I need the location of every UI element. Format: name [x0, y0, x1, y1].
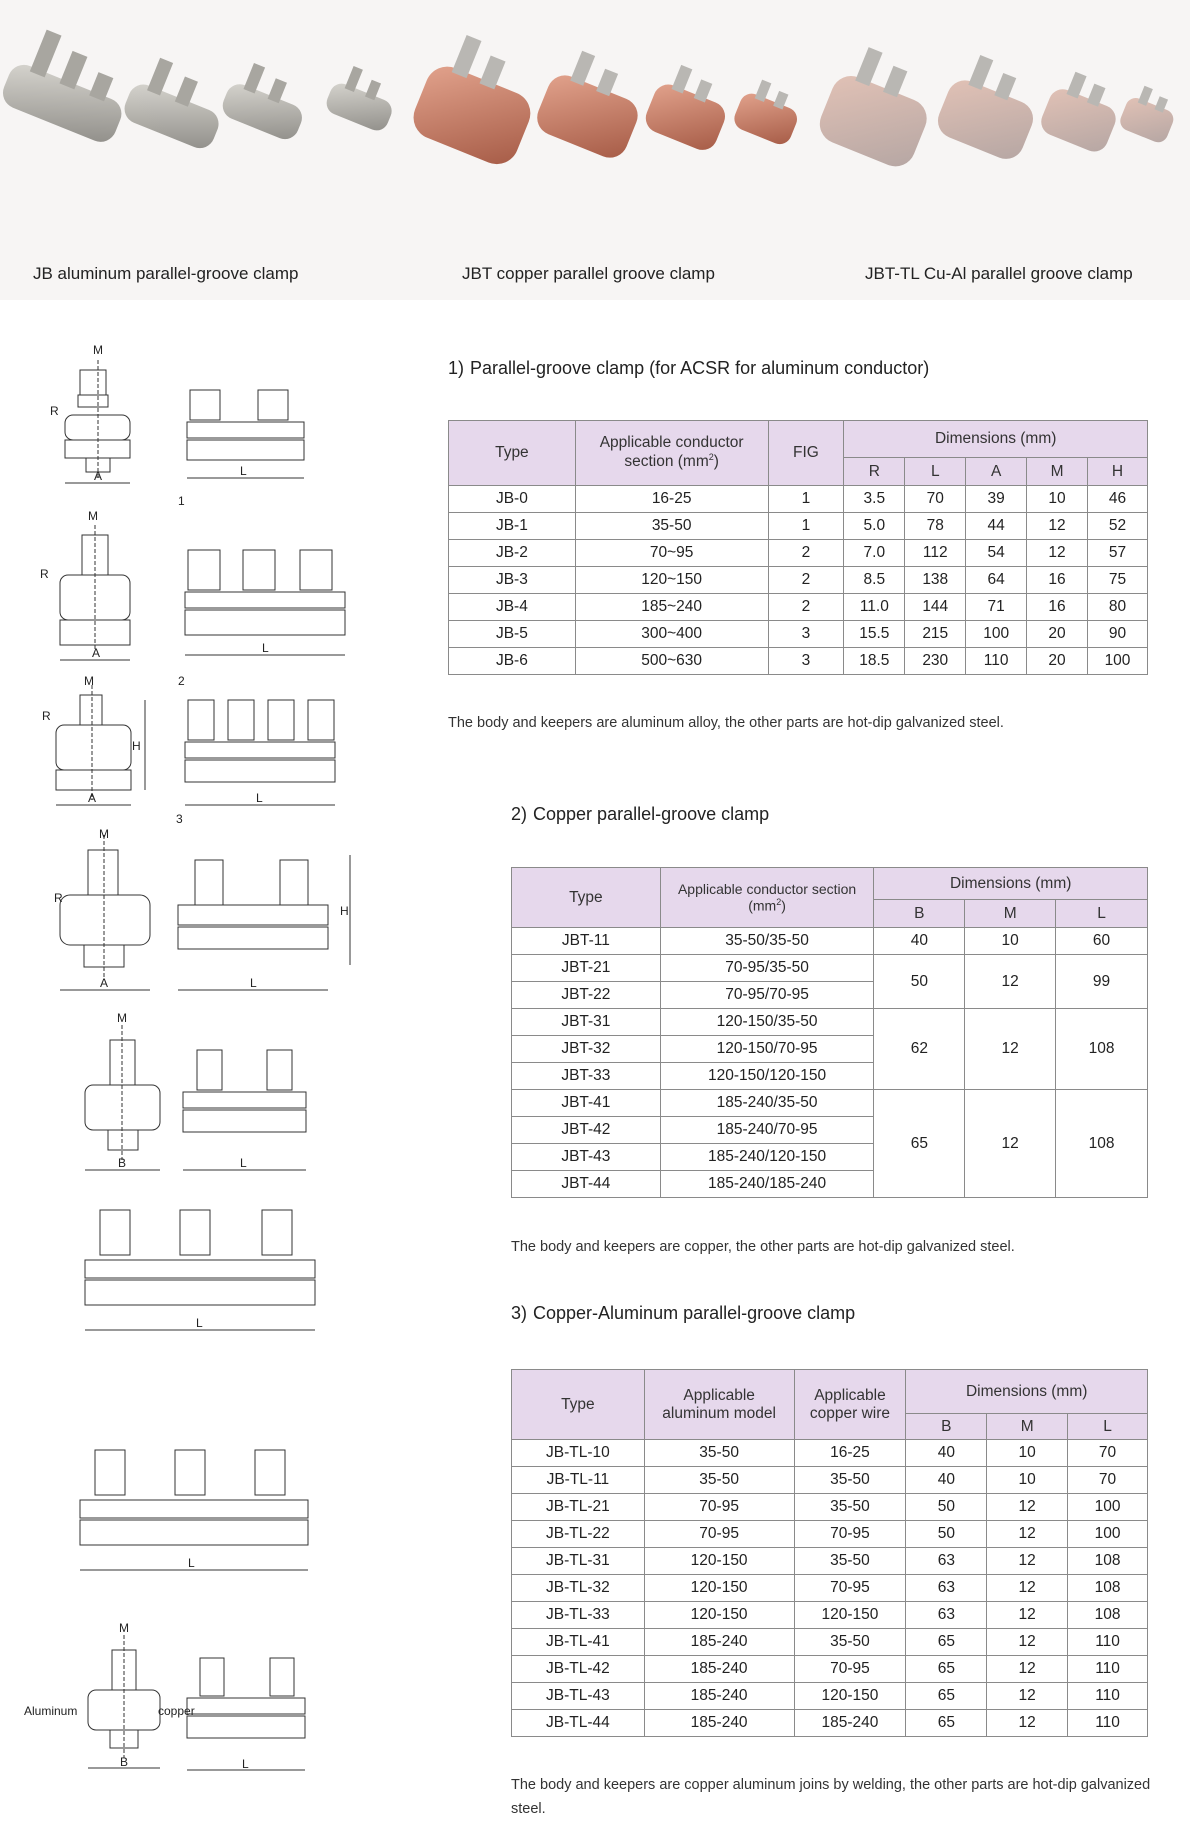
table-cell: 15.5 [844, 621, 905, 648]
fig2-number: 2 [178, 674, 185, 688]
fig3-a-label: A [88, 791, 97, 805]
fig2-drawing [40, 509, 345, 688]
s3-dims-header: Dimensions (mm) [906, 1370, 1148, 1414]
cu-al-clamp-photo [814, 40, 1182, 172]
table-cell: JB-TL-11 [512, 1467, 645, 1494]
table-cell: 12 [987, 1521, 1068, 1548]
table-row [512, 1629, 1148, 1656]
cu-al-b-label: B [120, 1755, 129, 1769]
fig1-r-label: R [50, 404, 59, 418]
table-cell: 185-240 [644, 1710, 794, 1737]
table-cell: 12 [1027, 540, 1088, 567]
table-cell: JB-1 [449, 513, 576, 540]
table-cell: 185-240 [644, 1683, 794, 1710]
s2-type-header: Type [512, 868, 661, 928]
table-cell: 16 [1027, 594, 1088, 621]
s3-col-m: M [987, 1414, 1068, 1440]
fig2-a-label: A [92, 646, 101, 660]
table-cell: 1 [768, 513, 844, 540]
jbt-two-bolt-drawing [54, 827, 350, 990]
table-cell: 185-240/70-95 [660, 1117, 874, 1144]
copper-label: copper [158, 1704, 195, 1718]
table-cell: 20 [1027, 621, 1088, 648]
s3-col-l: L [1068, 1414, 1148, 1440]
table-row [512, 1602, 1148, 1629]
table-cell: 20 [1027, 648, 1088, 675]
dimension-cell: 10 [965, 928, 1056, 955]
table-cell: 16-25 [575, 486, 768, 513]
s1-type-header: Type [449, 421, 576, 486]
jbt-small-drawing [85, 1011, 306, 1170]
table-cell: 39 [966, 486, 1027, 513]
table-cell: 108 [1068, 1548, 1148, 1575]
dimension-cell: 65 [874, 1090, 965, 1198]
table-row [512, 1009, 1148, 1036]
s1-col-h: H [1088, 458, 1148, 486]
table-cell: 120-150 [644, 1548, 794, 1575]
table-cell: 35-50 [794, 1494, 906, 1521]
fig3-number: 3 [176, 812, 183, 826]
product-photos [0, 0, 1190, 300]
caption-aluminum-clamp: JB aluminum parallel-groove clamp [33, 264, 299, 283]
table-cell: 78 [905, 513, 966, 540]
section2-table [511, 867, 1148, 1198]
fig3-l-label: L [256, 791, 263, 805]
section3-number: 3) [511, 1303, 528, 1323]
table-cell: 120-150 [794, 1683, 906, 1710]
fig1-a-label: A [94, 469, 103, 483]
table-cell: JB-TL-32 [512, 1575, 645, 1602]
table-cell: 185-240/120-150 [660, 1144, 874, 1171]
table-cell: 7.0 [844, 540, 905, 567]
table-cell: 70~95 [575, 540, 768, 567]
table-cell: JBT-22 [512, 982, 661, 1009]
table-cell: 185-240 [644, 1656, 794, 1683]
table-cell: 50 [906, 1521, 987, 1548]
table-cell: 2 [768, 540, 844, 567]
table-cell: 40 [906, 1467, 987, 1494]
table-cell: 12 [987, 1602, 1068, 1629]
s2-section-header: Applicable conductor section $(mm^2)$ [660, 868, 874, 928]
table-cell: 3 [768, 621, 844, 648]
dimension-cell: 108 [1056, 1090, 1148, 1198]
table-row [449, 513, 1148, 540]
table-cell: JB-TL-31 [512, 1548, 645, 1575]
table-cell: 12 [987, 1656, 1068, 1683]
s1-col-r: R [844, 458, 905, 486]
table-cell: 5.0 [844, 513, 905, 540]
table-cell: 100 [1068, 1521, 1148, 1548]
section3-title [511, 1303, 855, 1324]
jbt2-h-label: H [340, 904, 349, 918]
section1-title [448, 358, 929, 379]
table-cell: 54 [966, 540, 1027, 567]
s1-col-l: L [905, 458, 966, 486]
s1-fig-header: FIG [768, 421, 844, 486]
table-cell: JB-TL-41 [512, 1629, 645, 1656]
table-row [512, 1575, 1148, 1602]
table-cell: 70-95 [644, 1521, 794, 1548]
table-row [512, 1467, 1148, 1494]
table-cell: 185-240/35-50 [660, 1090, 874, 1117]
table-cell: 120-150 [644, 1602, 794, 1629]
section1-note: The body and keepers are aluminum alloy, the other parts are hot-dip galvanized steel. [448, 715, 1004, 731]
table-row [512, 1683, 1148, 1710]
caption-copper-clamp: JBT copper parallel groove clamp [462, 264, 715, 283]
table-cell: 110 [1068, 1710, 1148, 1737]
s1-col-a: A [966, 458, 1027, 486]
table-row [512, 1710, 1148, 1737]
table-cell: JB-TL-33 [512, 1602, 645, 1629]
table-cell: 12 [987, 1494, 1068, 1521]
table-cell: 16 [1027, 567, 1088, 594]
dimension-cell: 12 [965, 955, 1056, 1009]
table-cell: 11.0 [844, 594, 905, 621]
table-cell: JB-TL-44 [512, 1710, 645, 1737]
table-cell: 70 [1068, 1467, 1148, 1494]
cu-al-l-label: L [242, 1757, 249, 1771]
s2-col-m: M [965, 900, 1056, 928]
table-cell: 230 [905, 648, 966, 675]
table-cell: 70-95 [794, 1521, 906, 1548]
table-cell: 57 [1088, 540, 1148, 567]
table-cell: 50 [906, 1494, 987, 1521]
table-row [449, 594, 1148, 621]
table-cell: 18.5 [844, 648, 905, 675]
table-cell: 35-50 [794, 1548, 906, 1575]
table-cell: 52 [1088, 513, 1148, 540]
section1-table [448, 420, 1148, 675]
table-cell: 120-150 [644, 1575, 794, 1602]
caption-cu-al-clamp: JBT-TL Cu-Al parallel groove clamp [865, 264, 1133, 283]
table-cell: JBT-32 [512, 1036, 661, 1063]
three-bolt-drawing-2 [80, 1450, 308, 1570]
table-cell: 71 [966, 594, 1027, 621]
table-cell: 300~400 [575, 621, 768, 648]
table-cell: 16-25 [794, 1440, 906, 1467]
table-cell: JB-4 [449, 594, 576, 621]
table-cell: 12 [987, 1710, 1068, 1737]
table-cell: 10 [1027, 486, 1088, 513]
table-row [512, 1548, 1148, 1575]
table-cell: 70-95 [644, 1494, 794, 1521]
fig3-h-label: H [132, 739, 141, 753]
table-cell: 70-95/35-50 [660, 955, 874, 982]
table-cell: 70-95/70-95 [660, 982, 874, 1009]
table-cell: JBT-11 [512, 928, 661, 955]
s3-col-b: B [906, 1414, 987, 1440]
table-cell: JB-TL-42 [512, 1656, 645, 1683]
table-row [512, 1521, 1148, 1548]
table-cell: 65 [906, 1683, 987, 1710]
table-cell: 10 [987, 1440, 1068, 1467]
s1-section-header: Applicable conductor section $(mm^2)$ [575, 421, 768, 486]
s3-al-header: Applicable aluminum model [644, 1370, 794, 1440]
table-cell: 108 [1068, 1602, 1148, 1629]
table-cell: JB-2 [449, 540, 576, 567]
table-cell: 144 [905, 594, 966, 621]
section1-title-text: Parallel-groove clamp (for ACSR for aluminum conductor) [470, 358, 930, 378]
three-bolt-l-label: L [196, 1316, 203, 1330]
table-row [512, 928, 1148, 955]
fig3-m-label: M [84, 674, 94, 688]
fig3-r-label: R [42, 709, 51, 723]
aluminum-clamp-photo [0, 23, 403, 153]
table-cell: 185-240 [794, 1710, 906, 1737]
section3-title-text: Copper-Aluminum parallel-groove clamp [533, 1303, 856, 1323]
table-cell: 120-150/35-50 [660, 1009, 874, 1036]
technical-drawings [0, 340, 420, 1840]
table-cell: 64 [966, 567, 1027, 594]
table-cell: JB-TL-10 [512, 1440, 645, 1467]
table-cell: 110 [966, 648, 1027, 675]
table-cell: JBT-44 [512, 1171, 661, 1198]
table-row [512, 1090, 1148, 1117]
table-row [512, 1440, 1148, 1467]
table-cell: 63 [906, 1548, 987, 1575]
dimension-cell: 12 [965, 1009, 1056, 1090]
table-cell: 500~630 [575, 648, 768, 675]
fig1-number: 1 [178, 494, 185, 508]
cu-al-drawing [24, 1621, 305, 1771]
table-cell: JBT-43 [512, 1144, 661, 1171]
table-cell: JB-3 [449, 567, 576, 594]
table-cell: 10 [987, 1467, 1068, 1494]
table-cell: 65 [906, 1629, 987, 1656]
table-cell: 138 [905, 567, 966, 594]
table-cell: 2 [768, 567, 844, 594]
s1-dims-header: Dimensions (mm) [844, 421, 1148, 458]
table-cell: 100 [1068, 1494, 1148, 1521]
table-cell: 80 [1088, 594, 1148, 621]
table-cell: 90 [1088, 621, 1148, 648]
table-cell: 120-150 [794, 1602, 906, 1629]
table-cell: 2 [768, 594, 844, 621]
table-row [449, 567, 1148, 594]
table-cell: JB-TL-22 [512, 1521, 645, 1548]
s3-cu-header: Applicable copper wire [794, 1370, 906, 1440]
table-cell: JB-5 [449, 621, 576, 648]
section2-number: 2) [511, 804, 528, 824]
section2-title-text: Copper parallel-groove clamp [533, 804, 770, 824]
table-cell: 12 [987, 1575, 1068, 1602]
table-cell: 35-50 [794, 1467, 906, 1494]
table-cell: JB-6 [449, 648, 576, 675]
table-cell: 185-240 [644, 1629, 794, 1656]
table-cell: JBT-33 [512, 1063, 661, 1090]
section2-title [511, 804, 769, 825]
dimension-cell: 62 [874, 1009, 965, 1090]
table-cell: 70-95 [794, 1656, 906, 1683]
table-cell: 35-50 [644, 1467, 794, 1494]
product-strip [0, 0, 1190, 300]
jbt-small-l-label: L [240, 1156, 247, 1170]
s2-dims-header: Dimensions (mm) [874, 868, 1148, 900]
fig3-drawing [42, 674, 335, 826]
three-bolt-drawing [85, 1210, 315, 1330]
table-cell: 108 [1068, 1575, 1148, 1602]
table-cell: 65 [906, 1710, 987, 1737]
dimension-cell: 99 [1056, 955, 1148, 1009]
s2-col-l: L [1056, 900, 1148, 928]
table-cell: JB-TL-21 [512, 1494, 645, 1521]
table-cell: 3.5 [844, 486, 905, 513]
fig2-r-label: R [40, 567, 49, 581]
table-row [449, 540, 1148, 567]
three-bolt2-l-label: L [188, 1556, 195, 1570]
table-cell: 12 [1027, 513, 1088, 540]
table-cell: 70 [1068, 1440, 1148, 1467]
table-cell: 120~150 [575, 567, 768, 594]
table-row [512, 955, 1148, 982]
table-cell: JBT-31 [512, 1009, 661, 1036]
table-cell: 12 [987, 1629, 1068, 1656]
table-cell: 112 [905, 540, 966, 567]
table-cell: 185-240/185-240 [660, 1171, 874, 1198]
table-cell: 12 [987, 1683, 1068, 1710]
s3-type-header: Type [512, 1370, 645, 1440]
jbt-small-m-label: M [117, 1011, 127, 1025]
table-cell: 100 [966, 621, 1027, 648]
table-row [449, 486, 1148, 513]
table-row [449, 648, 1148, 675]
jbt2-l-label: L [250, 976, 257, 990]
table-cell: 35-50/35-50 [660, 928, 874, 955]
fig2-m-label: M [88, 509, 98, 523]
table-cell: 110 [1068, 1683, 1148, 1710]
dimension-cell: 60 [1056, 928, 1148, 955]
table-cell: 63 [906, 1602, 987, 1629]
table-cell: 70-95 [794, 1575, 906, 1602]
table-cell: 1 [768, 486, 844, 513]
table-cell: JB-TL-43 [512, 1683, 645, 1710]
fig1-drawing [50, 343, 304, 508]
dimension-cell: 108 [1056, 1009, 1148, 1090]
table-cell: 65 [906, 1656, 987, 1683]
fig1-m-label: M [93, 343, 103, 357]
table-cell: 46 [1088, 486, 1148, 513]
s2-col-b: B [874, 900, 965, 928]
section3-table [511, 1369, 1148, 1737]
jbt2-m-label: M [99, 827, 109, 841]
dimension-cell: 40 [874, 928, 965, 955]
dimension-cell: 50 [874, 955, 965, 1009]
table-cell: 100 [1088, 648, 1148, 675]
copper-clamp-photo [407, 28, 807, 171]
section1-number: 1) [448, 358, 465, 378]
table-cell: 35-50 [575, 513, 768, 540]
jbt2-r-label: R [54, 891, 63, 905]
table-cell: 3 [768, 648, 844, 675]
section3-note: The body and keepers are copper aluminum joins by welding, the other parts are hot-dip galvanized steel. [511, 1777, 1151, 1817]
table-row [449, 621, 1148, 648]
table-cell: 75 [1088, 567, 1148, 594]
table-cell: 8.5 [844, 567, 905, 594]
table-cell: 110 [1068, 1656, 1148, 1683]
table-cell: JBT-21 [512, 955, 661, 982]
table-cell: JB-0 [449, 486, 576, 513]
table-cell: 110 [1068, 1629, 1148, 1656]
table-cell: 70 [905, 486, 966, 513]
fig2-l-label: L [262, 641, 269, 655]
table-cell: JBT-41 [512, 1090, 661, 1117]
table-cell: 44 [966, 513, 1027, 540]
table-cell: 40 [906, 1440, 987, 1467]
table-row [512, 1656, 1148, 1683]
fig1-l-label: L [240, 464, 247, 478]
s1-col-m: M [1027, 458, 1088, 486]
table-cell: 63 [906, 1575, 987, 1602]
table-cell: 35-50 [794, 1629, 906, 1656]
dimension-cell: 12 [965, 1090, 1056, 1198]
section2-note: The body and keepers are copper, the other parts are hot-dip galvanized steel. [511, 1239, 1015, 1255]
table-cell: 120-150/70-95 [660, 1036, 874, 1063]
table-row [512, 1494, 1148, 1521]
table-cell: 215 [905, 621, 966, 648]
jbt2-a-label: A [100, 976, 109, 990]
aluminum-label: Aluminum [24, 1704, 78, 1718]
jbt-small-b-label: B [118, 1156, 127, 1170]
table-cell: 185~240 [575, 594, 768, 621]
table-cell: 120-150/120-150 [660, 1063, 874, 1090]
cu-al-m-label: M [119, 1621, 129, 1635]
table-cell: JBT-42 [512, 1117, 661, 1144]
table-cell: 35-50 [644, 1440, 794, 1467]
table-cell: 12 [987, 1548, 1068, 1575]
